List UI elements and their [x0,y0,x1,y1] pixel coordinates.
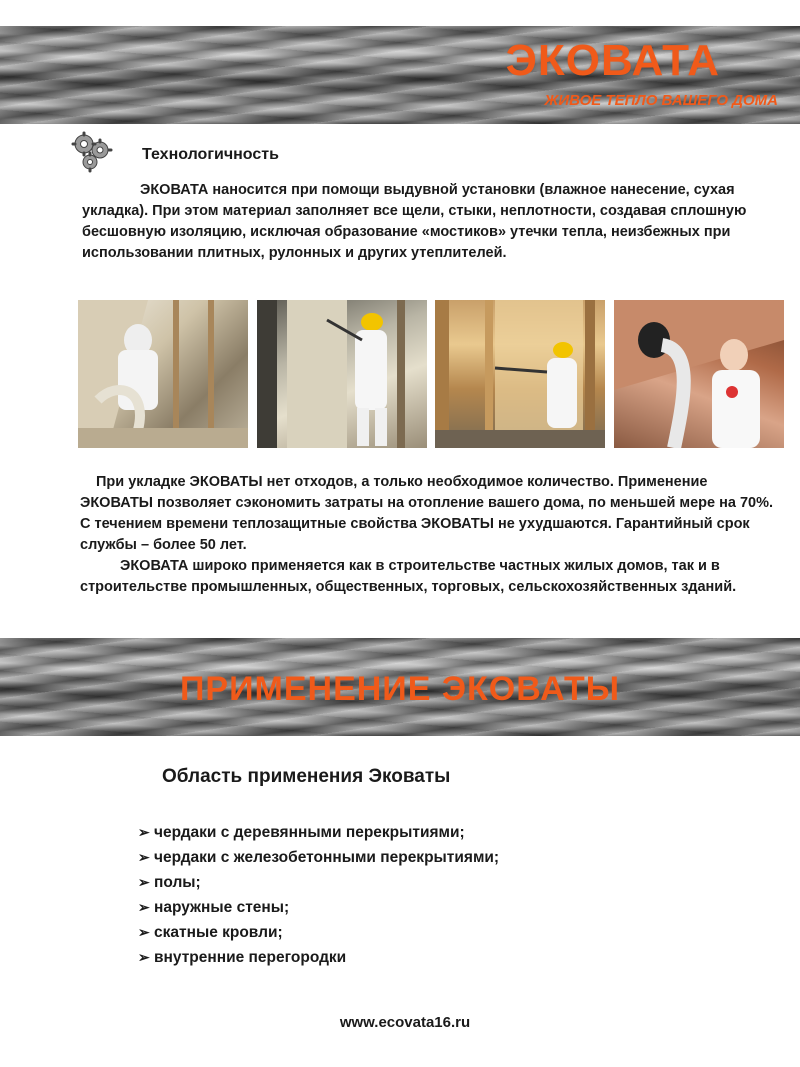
arrow-bullet-icon: ➢ [138,874,150,890]
brand-title: ЭКОВАТА [505,36,720,85]
arrow-bullet-icon: ➢ [138,899,150,915]
list-item-label: внутренние перегородки [154,949,347,966]
arrow-bullet-icon: ➢ [138,924,150,940]
list-item [138,920,499,945]
usage-paragraph: ЭКОВАТА широко применяется как в строительстве частных жилых домов, так и в строительстве промышленных, общественных, торговых, сельскохозяйственных зданий. [80,558,737,595]
list-item-label: скатные кровли; [154,924,283,941]
gears-icon [70,130,114,174]
technology-heading: Технологичность [142,146,279,163]
brand-tagline: ЖИВОЕ ТЕПЛО ВАШЕГО ДОМА [544,92,778,109]
application-list [138,820,499,970]
application-heading: Область применения Эковаты [162,766,451,787]
header-banner [0,26,800,124]
application-banner-title: ПРИМЕНЕНИЕ ЭКОВАТЫ [179,670,621,708]
list-item [138,870,499,895]
technology-paragraph: ЭКОВАТА наносится при помощи выдувной установки (влажное нанесение, сухая укладка). При этом материал заполняет все щели, стыки, неплотности, создавая сплошную бесшовную изоляцию, исключая образование «мостиков» утечки тепла, неизбежных при использовании плитных, рулонных и других утеплителей. [82,182,747,261]
application-banner [0,638,800,736]
arrow-bullet-icon: ➢ [138,824,150,840]
arrow-bullet-icon: ➢ [138,849,150,865]
photo-strip [78,300,784,448]
list-item [138,895,499,920]
frame-filling-photo [435,300,605,448]
website-link[interactable]: www.ecovata16.ru [339,1014,471,1031]
wall-spraying-photo [257,300,427,448]
list-item-label: полы; [154,874,201,891]
benefits-paragraph: При укладке ЭКОВАТЫ нет отходов, а только необходимое количество. Применение ЭКОВАТЫ позволяет сэкономить затраты на отопление вашего дома, по меньшей мере на 70%. С течением времени теплозащитные свойства ЭКОВАТЫ не ухудшаются. Гарантийный срок службы – более 50 лет. [80,474,774,553]
arrow-bullet-icon: ➢ [138,949,150,965]
list-item [138,845,499,870]
list-item-label: чердаки с деревянными перекрытиями; [154,824,465,841]
list-item [138,820,499,845]
list-item [138,945,499,970]
list-item-label: чердаки с железобетонными перекрытиями; [154,849,500,866]
list-item-label: наружные стены; [154,899,290,916]
hose-blowing-photo [614,300,784,448]
attic-installation-photo [78,300,248,448]
